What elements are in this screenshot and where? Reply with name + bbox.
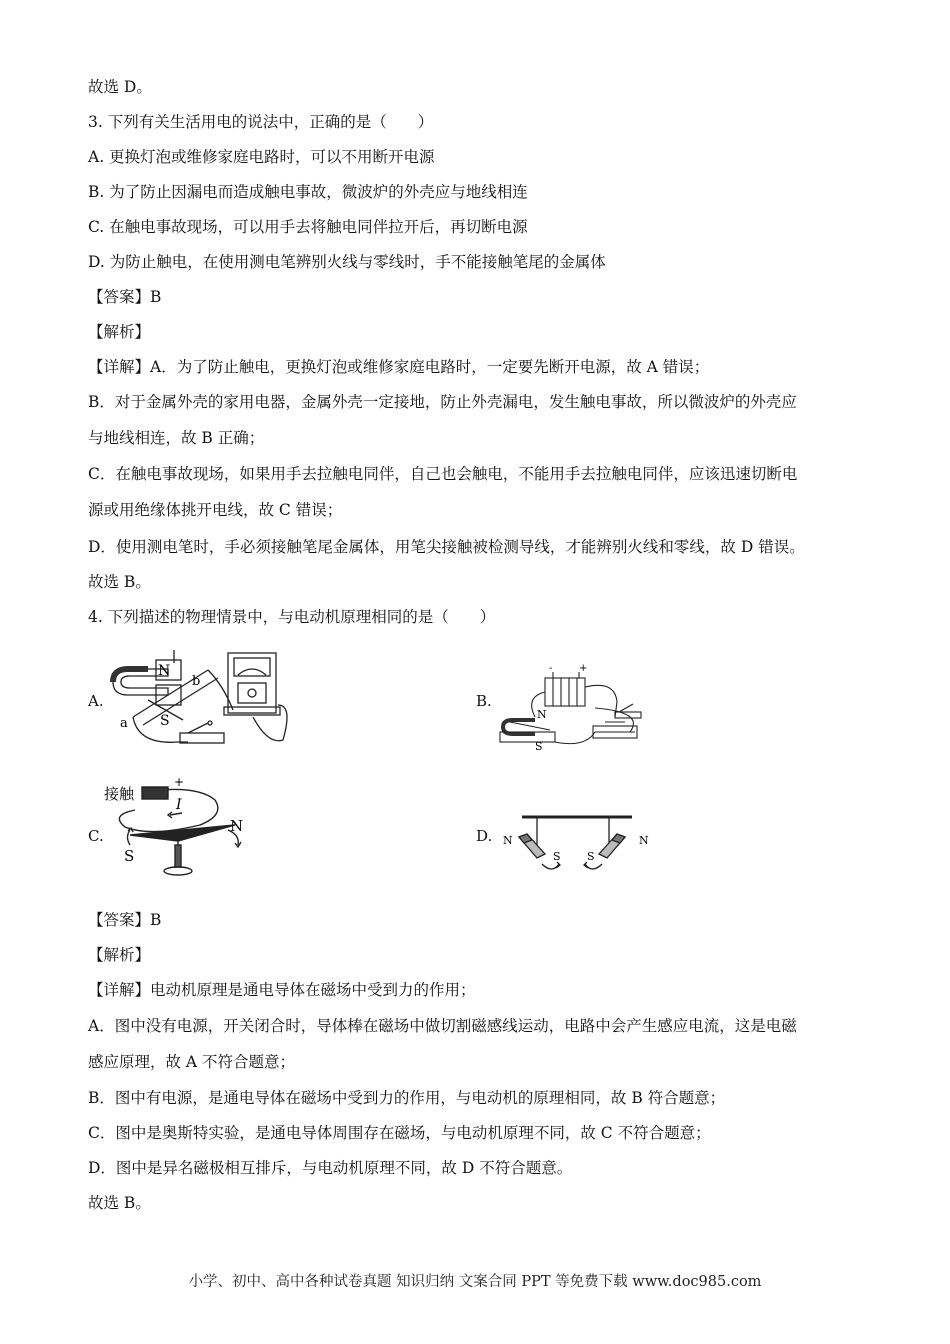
q3-detail-c: C．在触电事故现场，如果用手去拉触电同伴，自己也会触电，不能用手去拉触电同伴，应该迅速切断电 <box>88 465 798 483</box>
q4-detail-d: D．图中是异名磁极相互排斥，与电动机原理不同，故 D 不符合题意。 <box>88 1159 573 1177</box>
text-line: 故选 D。 <box>88 78 152 96</box>
fig-c-plus-label: + <box>174 775 185 789</box>
q3-conclusion: 故选 B。 <box>88 573 151 591</box>
fig-a-n-label: N <box>158 663 171 679</box>
fig-a-a-label: a <box>120 716 128 731</box>
fig-a-b-label: b <box>192 674 201 689</box>
q4-detail-a: A．图中没有电源，开关闭合时，导体棒在磁场中做切割磁感线运动，电路中会产生感应电流，这是电磁 <box>88 1017 797 1035</box>
question-3: 3. 下列有关生活用电的说法中，正确的是（ ） <box>88 113 434 131</box>
q3-detail-b: B．对于金属外壳的家用电器，金属外壳一定接地，防止外壳漏电，发生触电事故，所以微波炉的外壳应 <box>88 393 797 411</box>
q3-answer: 【答案】B <box>88 288 162 306</box>
figure-c <box>100 775 260 885</box>
q4-detail-c: C．图中是奥斯特实验，是通电导体周围存在磁场，与电动机原理不同，故 C 不符合题意； <box>88 1124 711 1142</box>
fig-d-s2-label: S <box>587 850 595 863</box>
fig-b-s-label: S <box>535 740 543 753</box>
fig-c-s-label: S <box>124 847 135 865</box>
question-4: 4. 下列描述的物理情景中，与电动机原理相同的是（ ） <box>88 608 496 626</box>
fig-d-s1-label: S <box>553 850 561 863</box>
q4-analysis-heading: 【解析】 <box>88 946 151 964</box>
fig-a-label: A. <box>88 692 104 710</box>
q4-conclusion: 故选 B。 <box>88 1194 151 1212</box>
fig-c-contact-label: 接触 <box>104 785 135 803</box>
q3-detail-d: D．使用测电笔时，手必须接触笔尾金属体，用笔尖接触被检测导线，才能辨别火线和零线，故 D 错误。 <box>88 538 805 556</box>
fig-a-s-label: S <box>160 713 170 729</box>
q3-option-c: C. 在触电事故现场，可以用手去将触电同伴拉开后，再切断电源 <box>88 218 528 236</box>
q4-detail-b: B．图中有电源，是通电导体在磁场中受到力的作用，与电动机的原理相同，故 B 符合题意； <box>88 1089 726 1107</box>
figure-a <box>108 645 293 750</box>
q4-answer: 【答案】B <box>88 911 162 929</box>
q4-detail-a-cont: 感应原理，故 A 不符合题意； <box>88 1053 296 1071</box>
q3-option-b: B. 为了防止因漏电而造成触电事故，微波炉的外壳应与地线相连 <box>88 183 528 201</box>
fig-c-current-label: I <box>176 797 182 813</box>
q3-detail-a: 【详解】A．为了防止触电，更换灯泡或维修家庭电路时，一定要先断开电源，故 A 错误； <box>88 358 710 376</box>
figure-b <box>495 662 655 754</box>
fig-b-minus-label: - <box>549 663 553 674</box>
q3-analysis-heading: 【解析】 <box>88 323 151 341</box>
q3-detail-c-cont: 源或用绝缘体挑开电线，故 C 错误； <box>88 501 343 519</box>
q3-option-a: A. 更换灯泡或维修家庭电路时，可以不用断开电源 <box>88 148 435 166</box>
fig-c-n-label: N <box>230 817 244 835</box>
q3-detail-b-cont: 与地线相连，故 B 正确； <box>88 429 265 447</box>
fig-b-label: B. <box>476 692 492 710</box>
fig-b-plus-label: + <box>579 663 588 674</box>
fig-d-n1-label: N <box>503 834 513 847</box>
fig-d-n2-label: N <box>639 834 649 847</box>
fig-c-label: C. <box>88 827 104 845</box>
page-footer: 小学、初中、高中各种试卷真题 知识归纳 文案合同 PPT 等免费下载 www.doc985.com <box>188 1274 762 1290</box>
q3-option-d: D. 为防止触电，在使用测电笔辨别火线与零线时，手不能接触笔尾的金属体 <box>88 253 606 271</box>
q4-detail-intro: 【详解】电动机原理是通电导体在磁场中受到力的作用； <box>88 981 476 999</box>
fig-d-label: D. <box>476 827 493 845</box>
figure-d <box>497 812 657 882</box>
fig-b-n-label: N <box>537 708 547 721</box>
